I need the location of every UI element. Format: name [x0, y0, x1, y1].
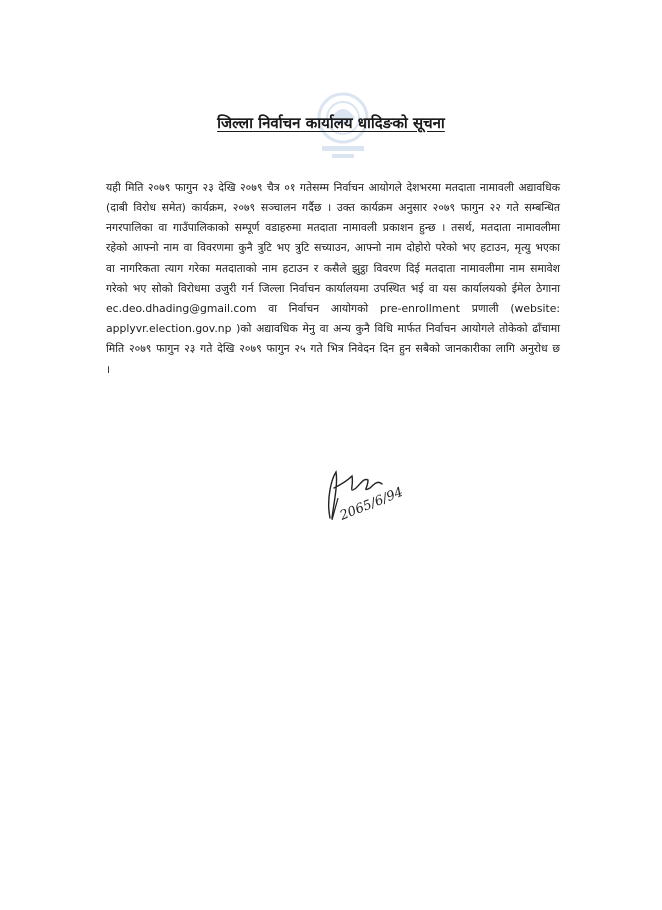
notice-body: यही मिति २०७९ फागुन २३ देखि २०७९ चैत्र ०१ गतेसम्म निर्वाचन आयोगले देशभरमा मतदाता नामावली अद्यावधिक (दाबी विरोध समेत) कार्यक्रम, २०७९ सञ्चालन गर्दैछ । उक्त कार्यक्रम अनुसार २०७९ फागुन २२ गते सम्बन्धित नगरपालिका वा गाउँपालिकाको सम्पूर्ण वडाहरुमा मतदाता नामावली प्रकाशन हुन्छ । तसर्थ, मतदाता नामावलीमा रहेको आफ्नो नाम वा विवरणमा कुनै त्रुटि भए त्रुटि सच्याउन, आफ्नो नाम दोहोरो परेको भए हटाउन, मृत्यु भएका वा नागरिकता त्याग गरेका मतदाताको नाम हटाउन र कसैले झुट्ठा विवरण दिई मतदाता नामावलीमा नाम समावेश गरेको भए सोको विरोधमा उजुरी गर्न जिल्ला निर्वाचन कार्यालयमा उपस्थित भई वा यस कार्यालयको ईमेल ठेगाना ec.deo.dhading@gmail.com वा निर्वाचन आयोगको pre-enrollment प्रणाली (website: applyvr.election.gov.np )को अद्यावधिक मेनु वा अन्य कुनै विधि मार्फत निर्वाचन आयोगले तोकेको ढाँचामा मिति २०७९ फागुन २३ गते देखि २०७९ फागुन २५ गते भित्र निवेदन दिन हुन सबैको जानकारीका लागि अनुरोध छ । — [106, 180, 560, 376]
svg-text:2065/6/94: 2065/6/94 — [337, 484, 406, 524]
signature — [312, 458, 442, 540]
signature-date-handwritten — [312, 458, 442, 540]
page-title: जिल्ला निर्वाचन कार्यालय धादिङको सूचना — [217, 114, 445, 132]
